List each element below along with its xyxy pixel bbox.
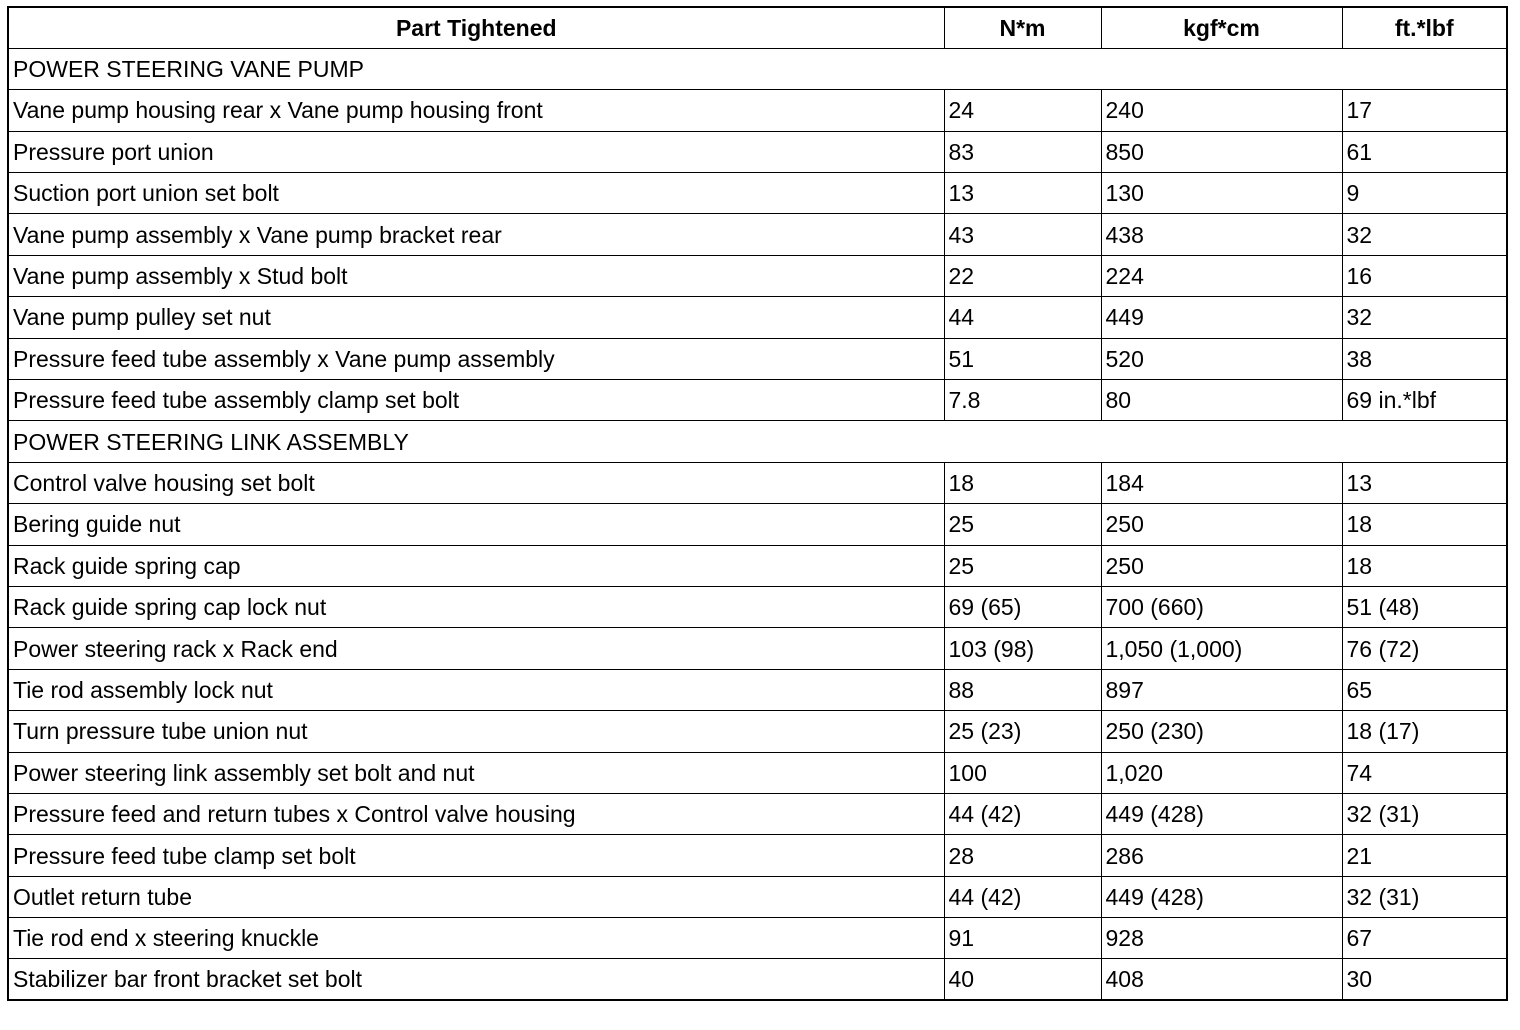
table-row [8, 876, 1507, 917]
cell-part: Pressure feed tube assembly clamp set bolt [8, 380, 944, 421]
table-row [8, 462, 1507, 503]
cell-kgfcm: 897 [1101, 669, 1342, 710]
cell-kgfcm: 700 (660) [1101, 586, 1342, 627]
cell-nm: 18 [944, 462, 1101, 503]
cell-part: Vane pump pulley set nut [8, 297, 944, 338]
cell-ftlbf: 21 [1342, 835, 1507, 876]
cell-ftlbf: 32 [1342, 214, 1507, 255]
cell-ftlbf: 18 (17) [1342, 711, 1507, 752]
table-row [8, 793, 1507, 834]
cell-nm: 44 [944, 297, 1101, 338]
cell-nm: 51 [944, 338, 1101, 379]
header-nm: N*m [944, 7, 1101, 48]
cell-part: Vane pump assembly x Stud bolt [8, 255, 944, 296]
cell-kgfcm: 449 (428) [1101, 793, 1342, 834]
cell-part: Pressure feed tube assembly x Vane pump assembly [8, 338, 944, 379]
header-kgfcm: kgf*cm [1101, 7, 1342, 48]
cell-part: Outlet return tube [8, 876, 944, 917]
cell-kgfcm: 130 [1101, 173, 1342, 214]
cell-part: Vane pump assembly x Vane pump bracket rear [8, 214, 944, 255]
cell-ftlbf: 32 (31) [1342, 793, 1507, 834]
cell-kgfcm: 438 [1101, 214, 1342, 255]
table-row [8, 628, 1507, 669]
cell-kgfcm: 184 [1101, 462, 1342, 503]
cell-ftlbf: 76 (72) [1342, 628, 1507, 669]
cell-kgfcm: 449 (428) [1101, 876, 1342, 917]
cell-nm: 83 [944, 131, 1101, 172]
cell-kgfcm: 240 [1101, 90, 1342, 131]
cell-part: Suction port union set bolt [8, 173, 944, 214]
cell-ftlbf: 16 [1342, 255, 1507, 296]
table-row [8, 669, 1507, 710]
cell-kgfcm: 408 [1101, 959, 1342, 1000]
cell-ftlbf: 17 [1342, 90, 1507, 131]
cell-ftlbf: 65 [1342, 669, 1507, 710]
table-row [8, 380, 1507, 421]
table-row [8, 131, 1507, 172]
cell-nm: 25 (23) [944, 711, 1101, 752]
cell-part: Pressure feed and return tubes x Control valve housing [8, 793, 944, 834]
cell-nm: 44 (42) [944, 876, 1101, 917]
table-row [8, 586, 1507, 627]
cell-ftlbf: 9 [1342, 173, 1507, 214]
cell-ftlbf: 74 [1342, 752, 1507, 793]
cell-part: Vane pump housing rear x Vane pump housing front [8, 90, 944, 131]
cell-nm: 7.8 [944, 380, 1101, 421]
cell-part: Power steering link assembly set bolt and nut [8, 752, 944, 793]
cell-part: Pressure feed tube clamp set bolt [8, 835, 944, 876]
cell-nm: 103 (98) [944, 628, 1101, 669]
cell-part: Tie rod end x steering knuckle [8, 918, 944, 959]
header-row [8, 7, 1507, 48]
cell-kgfcm: 286 [1101, 835, 1342, 876]
cell-nm: 22 [944, 255, 1101, 296]
section-title: POWER STEERING LINK ASSEMBLY [8, 421, 1507, 462]
section-header-row [8, 421, 1507, 462]
cell-part: Tie rod assembly lock nut [8, 669, 944, 710]
cell-part: Power steering rack x Rack end [8, 628, 944, 669]
cell-ftlbf: 67 [1342, 918, 1507, 959]
table-row [8, 338, 1507, 379]
cell-part: Stabilizer bar front bracket set bolt [8, 959, 944, 1000]
cell-nm: 40 [944, 959, 1101, 1000]
cell-part: Bering guide nut [8, 504, 944, 545]
header-part-tightened: Part Tightened [8, 7, 944, 48]
table-row [8, 835, 1507, 876]
cell-nm: 25 [944, 504, 1101, 545]
cell-kgfcm: 1,020 [1101, 752, 1342, 793]
cell-ftlbf: 32 (31) [1342, 876, 1507, 917]
cell-ftlbf: 38 [1342, 338, 1507, 379]
cell-nm: 43 [944, 214, 1101, 255]
cell-nm: 88 [944, 669, 1101, 710]
cell-part: Control valve housing set bolt [8, 462, 944, 503]
cell-kgfcm: 224 [1101, 255, 1342, 296]
cell-part: Pressure port union [8, 131, 944, 172]
table-row [8, 711, 1507, 752]
cell-nm: 100 [944, 752, 1101, 793]
table-row [8, 918, 1507, 959]
table-row [8, 504, 1507, 545]
cell-ftlbf: 51 (48) [1342, 586, 1507, 627]
cell-ftlbf: 18 [1342, 504, 1507, 545]
cell-ftlbf: 69 in.*lbf [1342, 380, 1507, 421]
cell-kgfcm: 928 [1101, 918, 1342, 959]
cell-nm: 13 [944, 173, 1101, 214]
cell-kgfcm: 520 [1101, 338, 1342, 379]
cell-nm: 91 [944, 918, 1101, 959]
header-ftlbf: ft.*lbf [1342, 7, 1507, 48]
cell-ftlbf: 61 [1342, 131, 1507, 172]
cell-ftlbf: 30 [1342, 959, 1507, 1000]
table-row [8, 752, 1507, 793]
table-row [8, 255, 1507, 296]
table-row [8, 90, 1507, 131]
cell-nm: 25 [944, 545, 1101, 586]
table-row [8, 545, 1507, 586]
cell-kgfcm: 250 (230) [1101, 711, 1342, 752]
table-row [8, 173, 1507, 214]
cell-part: Rack guide spring cap [8, 545, 944, 586]
cell-part: Rack guide spring cap lock nut [8, 586, 944, 627]
torque-spec-table [7, 6, 1508, 1001]
table-body [8, 48, 1507, 1000]
section-title: POWER STEERING VANE PUMP [8, 48, 1507, 89]
table-row [8, 214, 1507, 255]
cell-kgfcm: 449 [1101, 297, 1342, 338]
section-header-row [8, 48, 1507, 89]
cell-ftlbf: 18 [1342, 545, 1507, 586]
cell-kgfcm: 250 [1101, 545, 1342, 586]
cell-kgfcm: 850 [1101, 131, 1342, 172]
cell-part: Turn pressure tube union nut [8, 711, 944, 752]
cell-nm: 69 (65) [944, 586, 1101, 627]
cell-kgfcm: 250 [1101, 504, 1342, 545]
cell-kgfcm: 1,050 (1,000) [1101, 628, 1342, 669]
cell-ftlbf: 13 [1342, 462, 1507, 503]
cell-kgfcm: 80 [1101, 380, 1342, 421]
cell-nm: 44 (42) [944, 793, 1101, 834]
table-row [8, 959, 1507, 1000]
cell-nm: 24 [944, 90, 1101, 131]
cell-ftlbf: 32 [1342, 297, 1507, 338]
table-row [8, 297, 1507, 338]
cell-nm: 28 [944, 835, 1101, 876]
